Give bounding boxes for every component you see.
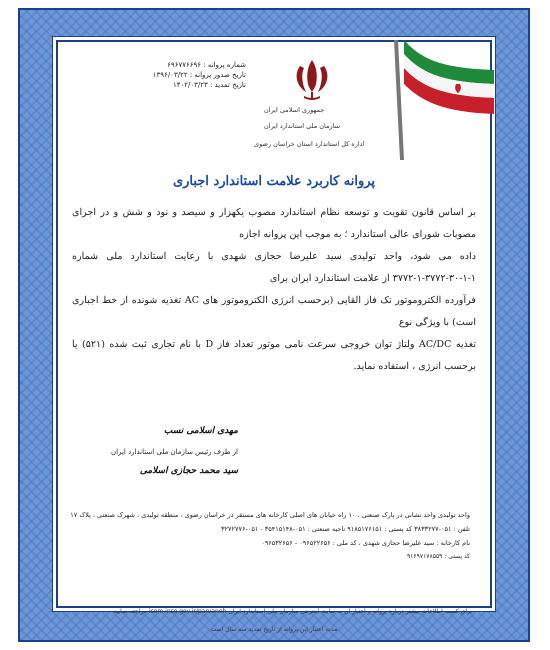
body-line-2: داده می شود، واحد تولیدی سید علیرضا حجازی شهدی با رعایت استاندارد ملی شماره ۱-۱-۳۰-۳۷۷۲-۱-۳۷۷۲ از علامت استاندارد ایران برای: [72, 251, 476, 284]
body-line-4: تغذیه AC/DC ولتاژ توان خروجی سرعت نامی موتور تعداد فاز D با نام تجاری ثبت شده (۵۲۱) یا برحسب انرژی ، استفاده نماید.: [72, 339, 476, 372]
issuer-line-3: اداره کل استاندارد استان خراسان رضوی: [254, 140, 365, 148]
validity-note: مدت اعتبار این پروانه از تاریخ تمدید سه سال است: [210, 626, 338, 633]
iran-emblem-icon: [284, 56, 340, 102]
verification-note: برای کسب اطلاعات بیشتر درباره پروانه و اعتبار آن به سایت اینترنتی سازمان ملی استاندارد ایران isom.inso.gov.ir/parvaneh مراجعه نمایید: [113, 608, 472, 615]
certificate-title: پروانه کاربرد علامت استاندارد اجباری: [172, 174, 376, 189]
signature-name: مهدی اسلامی نسب: [163, 426, 238, 436]
certificate-text: [72, 202, 476, 378]
signature-title: سید محمد حجازی اسلامی: [139, 466, 238, 476]
certificate-border: [18, 8, 530, 642]
iran-flag-icon: [374, 40, 494, 160]
signature-on-behalf: از طرف رئیس سازمان ملی استاندارد ایران: [111, 448, 238, 456]
footer-line-4: کد پستی : ۹۱۶۹۷۱۷۸۵۵۹: [406, 553, 470, 560]
registration-number: شماره پروانه : ۶۹۶۷۷۶۶۹۶: [167, 61, 246, 69]
footer-line-1: واحد تولیدی واحد نشانی در پارک صنعتی ، ۱۰ راه خیابان های اصلی کارخانه های مستقر در خراسان رضوی ، منطقه تولیدی ، شهرک صنعتی ، پلاک ۱۷: [70, 511, 470, 519]
issuer-line-2: سازمان ملی استاندارد ایران: [264, 122, 341, 130]
body-line-3: فرآورده الکتروموتور تک فاز القایی (برحسب انرژی الکتروموتور های AC تغذیه شونده از خط اجباری است) با ویژگی نوع: [72, 295, 476, 328]
issue-date: تاریخ صدور پروانه : ۱۳۹۶/۰۳/۲۲: [152, 71, 246, 79]
renew-date: تاریخ تمدید : ۱۴۰۲/۰۳/۲۳: [172, 81, 246, 89]
issuer-line-1: جمهوری اسلامی ایران: [264, 106, 325, 114]
signature-block: [111, 426, 238, 494]
footer-line-2: تلفن : ۰۵۱-۳۸۳۳۲۷۷ کد پستی : ۹۱۸۵۱۷۶۱۵۱ ناحیه صنعتی : ۰۵۱-۳۵۴۱۵۱۴۸ - ۰۵۱-۳۲۷۲۷۷۶: [221, 525, 470, 533]
certificate-body: [56, 40, 492, 633]
body-line-1: بر اساس قانون تقویت و توسعه نظام استاندارد مصوب یکهزار و سیصد و نود و شش و در اجرای مصوبات شورای عالی استاندارد ؛ به موجب این پروانه اجازه: [72, 207, 476, 240]
registration-block: [116, 60, 246, 90]
footer-contact: [70, 508, 470, 564]
footer-line-3: نام کارخانه : سید علیرضا حجازی شهدی ، کد ملی : ۰۹۶۵۲۲۶۵۶ - ۰۹۶۵۳۲۶۵۶: [261, 539, 470, 547]
